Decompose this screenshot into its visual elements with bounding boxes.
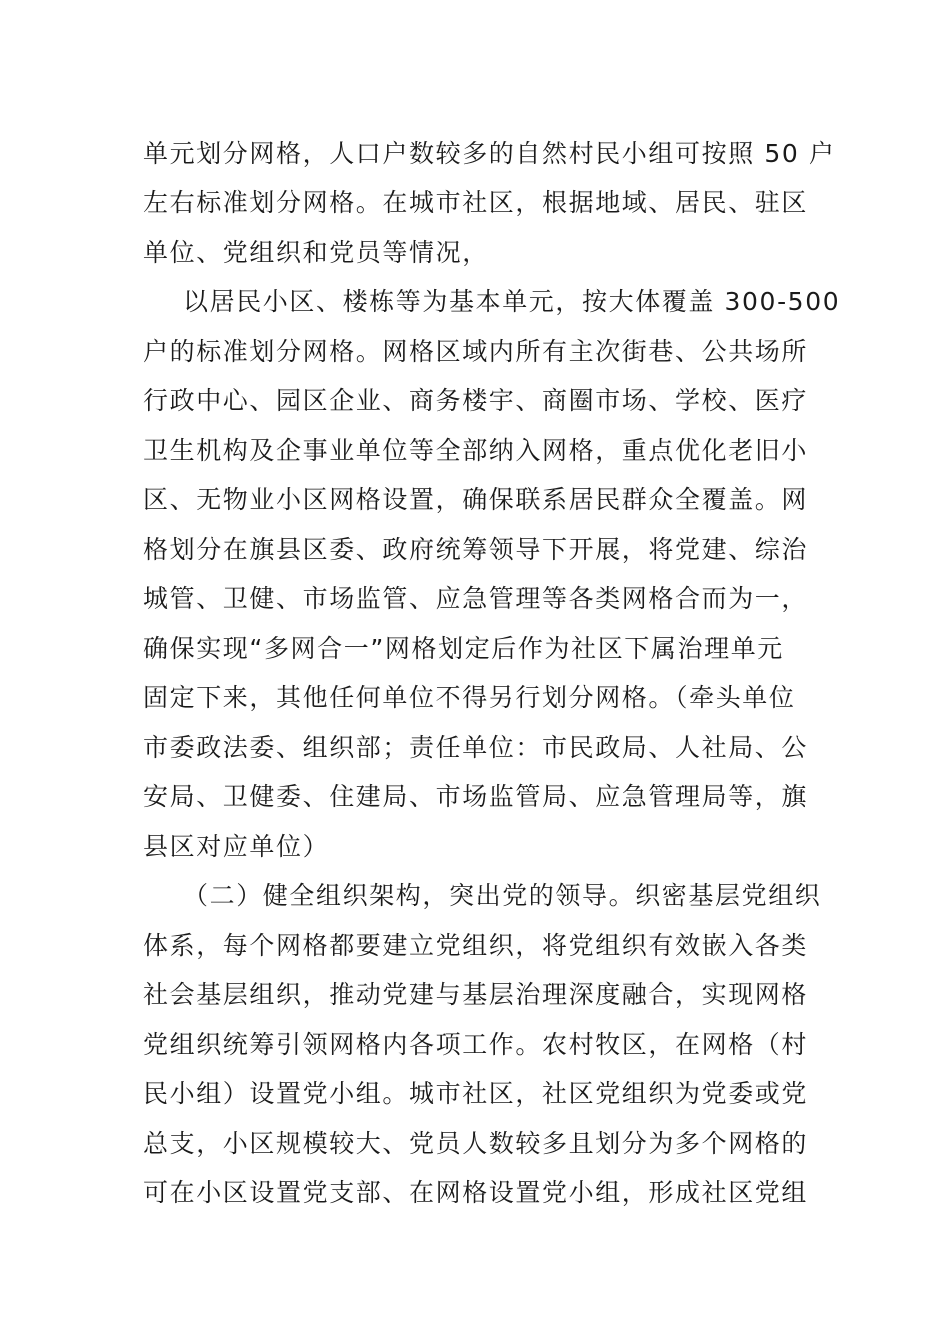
- text-line-8: 区、无物业小区网格设置，确保联系居民群众全覆盖。网: [143, 485, 809, 514]
- text-line-19: 党组织统筹引领网格内各项工作。农村牧区，在网格（村: [143, 1030, 809, 1059]
- text-line-20: 民小组）设置党小组。城市社区，社区党组织为党委或党: [143, 1079, 809, 1108]
- text-line-10: 城管、卫健、市场监管、应急管理等各类网格合而为一，: [143, 584, 809, 613]
- text-line-2: 左右标准划分网格。在城市社区，根据地域、居民、驻区: [143, 188, 809, 217]
- text-line-12: 固定下来，其他任何单位不得另行划分网格。（牵头单位: [143, 683, 796, 712]
- text-line-17: 体系，每个网格都要建立党组织，将党组织有效嵌入各类: [143, 931, 809, 960]
- paragraph-start-line: 以居民小区、楼栋等为基本单元，按大体覆盖 300-500: [183, 287, 841, 316]
- text-line-18: 社会基层组织，推动党建与基层治理深度融合，实现网格: [143, 980, 809, 1009]
- text-line-21: 总支，小区规模较大、党员人数较多且划分为多个网格的: [143, 1129, 809, 1158]
- section-heading-line: （二）健全组织架构，突出党的领导。织密基层党组织: [183, 881, 822, 910]
- text-line-15: 县区对应单位）: [143, 832, 330, 861]
- text-line-14: 安局、卫健委、住建局、市场监管局、应急管理局等，旗: [143, 782, 809, 811]
- text-line-6: 行政中心、园区企业、商务楼宇、商圈市场、学校、医疗: [143, 386, 809, 415]
- text-line-1: 单元划分网格，人口户数较多的自然村民小组可按照 50 户: [143, 139, 836, 168]
- text-line-5: 户的标准划分网格。网格区域内所有主次街巷、公共场所: [143, 337, 809, 366]
- text-line-7: 卫生机构及企事业单位等全部纳入网格，重点优化老旧小: [143, 436, 809, 465]
- text-line-9: 格划分在旗县区委、政府统筹领导下开展，将党建、综治: [143, 535, 809, 564]
- text-line-22: 可在小区设置党支部、在网格设置党小组，形成社区党组: [143, 1178, 809, 1207]
- text-line-3: 单位、党组织和党员等情况，: [143, 238, 489, 267]
- text-line-11: 确保实现“多网合一”网格划定后作为社区下属治理单元: [143, 634, 784, 663]
- text-line-13: 市委政法委、组织部；责任单位：市民政局、人社局、公: [143, 733, 809, 762]
